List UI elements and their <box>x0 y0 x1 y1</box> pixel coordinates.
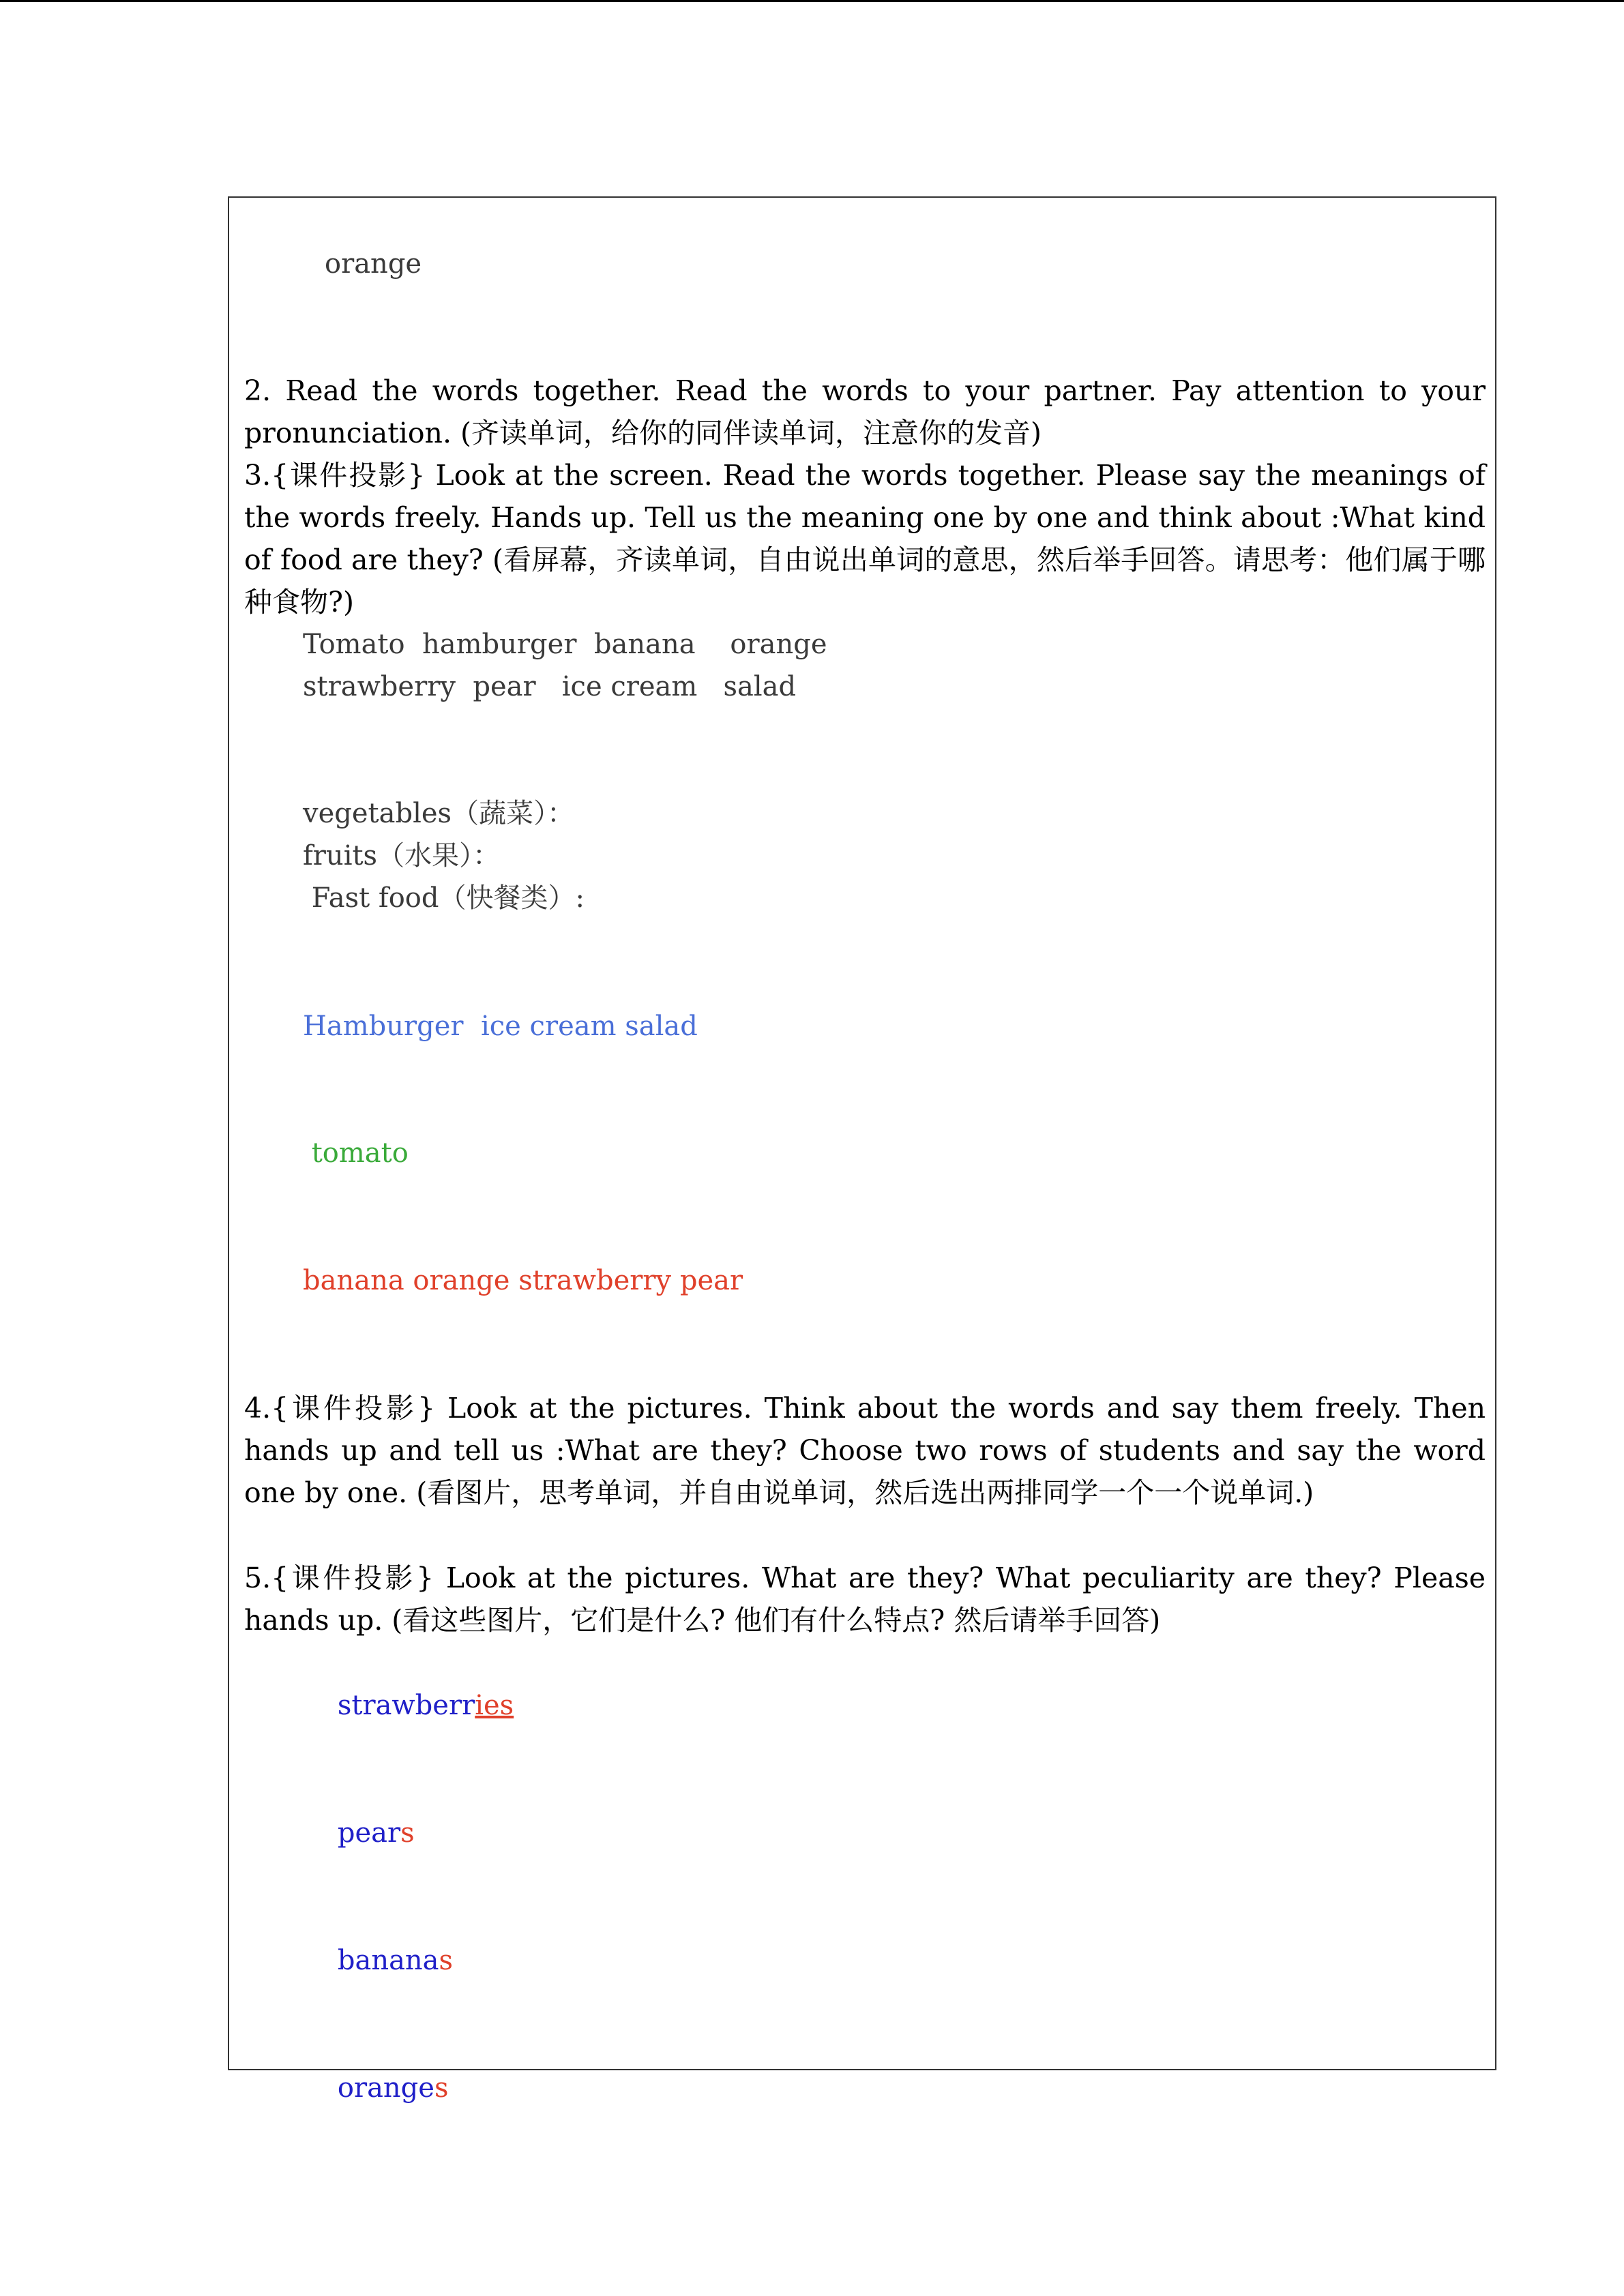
answer-fast-food: Hamburger ice cream salad <box>303 1011 698 1042</box>
plural-bananas <box>303 1897 453 2024</box>
step-5-paragraph: 5.{课件投影} Look at the pictures. What are they? What peculiarity are they? Please hands up. (看这些图片，它们是什么? 他们有什么特点? 然后请举手回答) <box>244 1562 1486 1637</box>
category-fruits: fruits（水果）： <box>303 840 501 871</box>
plural-suffix: ies <box>475 1690 514 1721</box>
document-frame <box>228 196 1496 2104</box>
plural-strawberries <box>303 1642 514 1769</box>
plural-stem: orange <box>337 2072 434 2104</box>
answer-fruits: banana orange strawberry pear <box>303 1265 743 1296</box>
plural-stem: banana <box>337 1945 439 1976</box>
plural-stem: strawberr <box>337 1690 475 1721</box>
page-top-rule <box>0 0 1624 2</box>
step-2-paragraph: 2. Read the words together. Read the words to your partner. Pay attention to your pronunciation. (齐读单词，给你的同伴读单词，注意你的发音) <box>244 374 1486 449</box>
category-vegetables: vegetables（蔬菜）： <box>303 798 575 829</box>
word-orange: orange <box>325 248 422 280</box>
plural-oranges <box>303 2025 448 2151</box>
plural-pears <box>303 1770 415 1896</box>
plural-suffix: s <box>439 1945 454 1976</box>
plural-suffix: s <box>434 2072 449 2104</box>
answer-vegetables: tomato <box>303 1137 409 1169</box>
category-fast-food: Fast food（快餐类）: <box>303 882 585 914</box>
step-3-paragraph: 3.{课件投影} Look at the screen. Read the words together. Please say the meanings of the words freely. Hands up. Tell us the meaning one by one and think about :What kind of food are they? (看屏幕，齐读单词，自由说出单词的意思，然后举手回答。请思考：他们属于哪种食物?) <box>244 459 1486 618</box>
plural-stem: pear <box>337 1817 401 1849</box>
step-4-paragraph: 4.{课件投影} Look at the pictures. Think about the words and say them freely. Then hands up and tell us :What are they? Choose two rows of students and say the word one by one. (看图片，思考单词，并自由说单词，然后选出两排同学一个一个说单词.) <box>244 1392 1486 1509</box>
plural-suffix: s <box>400 1817 415 1849</box>
word-list-row-2: strawberry pear ice cream salad <box>303 671 797 702</box>
word-list-row-1: Tomato hamburger banana orange <box>303 629 827 660</box>
